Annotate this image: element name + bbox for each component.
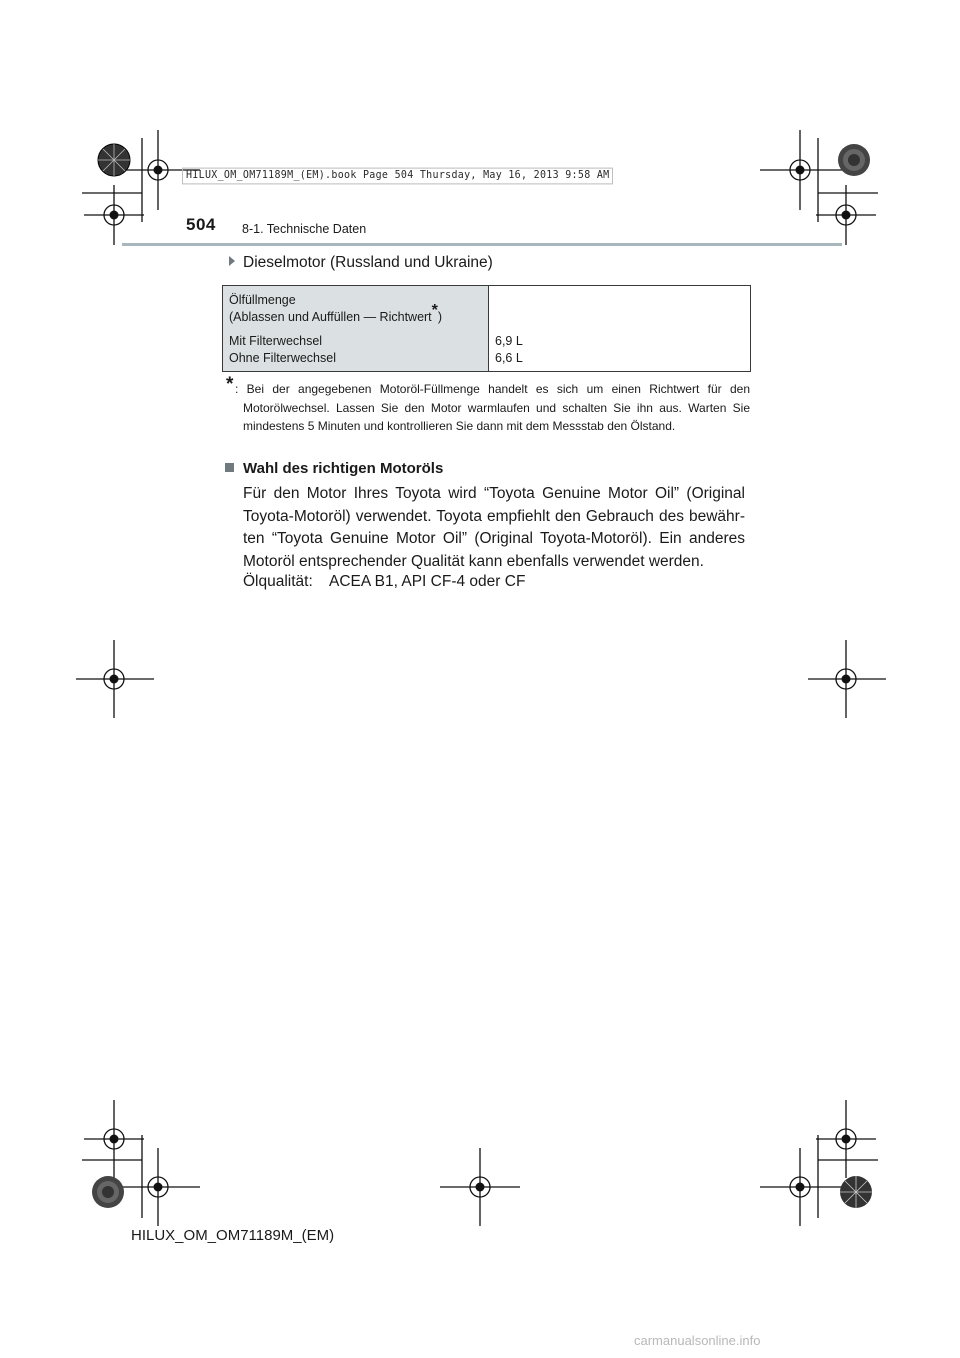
table-value-cell [489,286,751,372]
oil-selection-paragraph: Für den Motor Ihres Toyota wird “Toyota Genuine Motor Oil” (Original Toyota-Motoröl) verwendet. Toyota empfiehlt den Gebrauch des bewähr-ten “Toyota Genuine Motor Oil” (Original Toyota-Motoröl). Ein anderes Motoröl entsprechender Qualität kann ebenfalls verwendet werden. [243,485,745,570]
footnote-text: : Bei der angegebenen Motoröl-Füllmenge handelt es sich um einen Richtwert für den Motorölwechsel. Lassen Sie den Motor warmlaufen und schalten Sie ihn aus. Warten Sie mindestens 5 Minuten und kontrollieren Sie dann mit dem Messstab den Ölstand. [235,382,750,433]
table-row-value: 6,9 L [495,334,523,348]
table-row-label: Mit Filterwechsel [229,334,323,348]
header-rule [122,243,842,246]
section-title: 8-1. Technische Daten [242,222,367,236]
oil-capacity-table [222,285,751,372]
table-header-line1: Ölfüllmenge [229,293,296,307]
engine-subheading-text: Dieselmotor (Russland und Ukraine) [243,254,493,271]
footnote-marker: * [226,374,234,395]
table-label-cell [223,286,489,372]
table-row-value: 6,6 L [495,351,523,365]
table-header-line2: (Ablassen und Auffüllen — Richtwert*) [229,302,443,324]
book-info-stamp: HILUX_OM_OM71189M_(EM).book Page 504 Thursday, May 16, 2013 9:58 AM [182,168,613,185]
oil-quality-line [243,573,525,591]
triangle-bullet-icon [229,256,235,266]
footnote-star: * [431,302,438,319]
oil-selection-heading [225,460,443,477]
table-row [223,286,751,372]
table-row-label: Ohne Filterwechsel [229,351,336,365]
footnote [226,374,750,436]
engine-subheading [229,254,493,272]
oil-quality-value: ACEA B1, API CF-4 oder CF [329,573,526,590]
square-bullet-icon [225,463,234,472]
page-number: 504 [186,215,216,234]
watermark: carmanualsonline.info [634,1333,761,1348]
oil-selection-heading-text: Wahl des richtigen Motoröls [243,460,444,477]
footer-code: HILUX_OM_OM71189M_(EM) [131,1227,335,1244]
oil-quality-label: Ölqualität: [243,573,313,590]
